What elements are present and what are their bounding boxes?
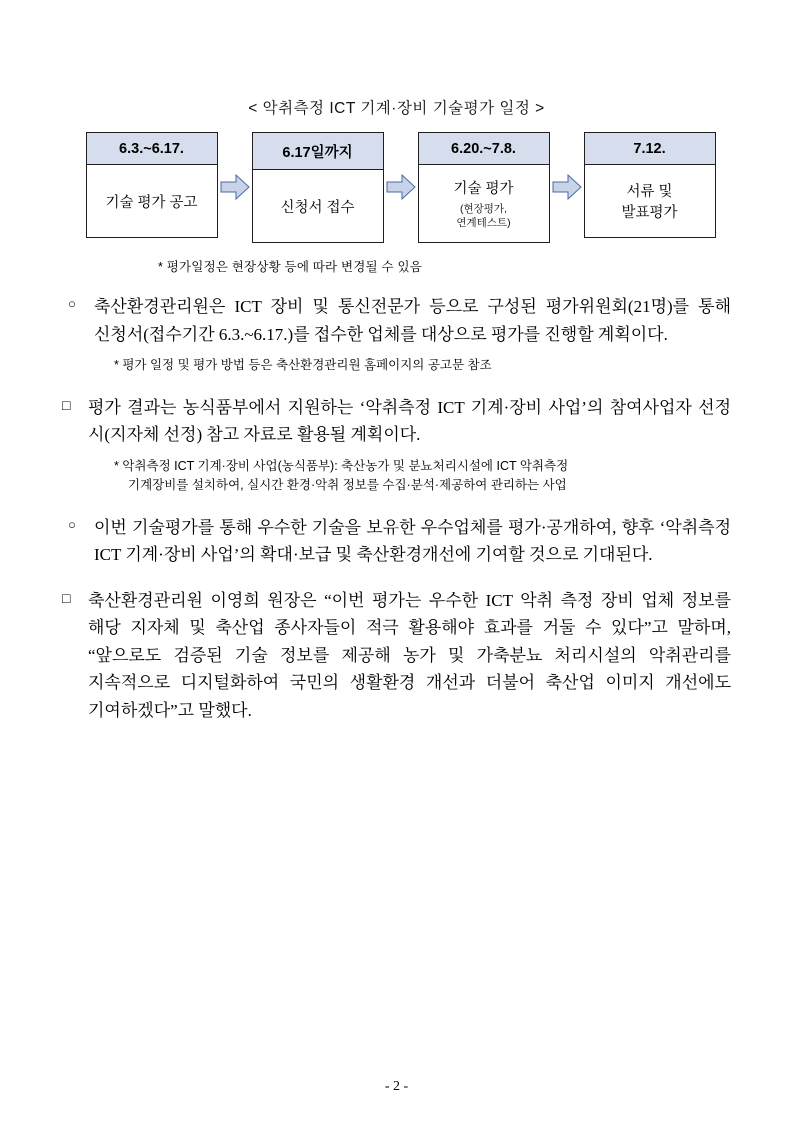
flow-step-2-label: 신청서 접수 bbox=[280, 199, 355, 216]
diagram-title: < 악취측정 ICT 기계·장비 기술평가 일정 > bbox=[248, 100, 545, 117]
paragraph-1-text: 축산환경관리원은 ICT 장비 및 통신전문가 등으로 구성된 평가위원회(21명)를 통해 신청서(접수기간 6.3.~6.17.)를 접수한 업체를 대상으로 평가를 진행할 계획이다. bbox=[94, 297, 731, 344]
paragraph-2-text: 평가 결과는 농식품부에서 지원하는 ‘악취측정 ICT 기계·장비 사업’의 참여사업자 선정 시(지자체 선정) 참고 자료로 활용될 계획이다. bbox=[88, 397, 731, 445]
paragraph-2-note bbox=[114, 457, 731, 496]
page-footer bbox=[0, 1079, 793, 1095]
flow-step-2-body bbox=[253, 170, 383, 242]
flow-step-3 bbox=[418, 132, 550, 243]
flow-step-1-body bbox=[87, 165, 217, 237]
flow-arrow-1-icon bbox=[218, 132, 252, 200]
paragraph-1-bullet: ○ bbox=[68, 296, 76, 312]
flow-step-4 bbox=[584, 132, 716, 238]
flow-step-3-sub-line1: (현장평가, bbox=[460, 203, 507, 215]
flow-step-1 bbox=[86, 132, 218, 238]
paragraph-3-text: 이번 기술평가를 통해 우수한 기술을 보유한 우수업체를 평가·공개하여, 향후 ‘악취측정 ICT 기계·장비 사업’의 확대·보급 및 축산환경개선에 기여할 것으로 기대된다. bbox=[94, 517, 731, 565]
flow-step-3-period: 6.20.~7.8. bbox=[419, 133, 549, 165]
flow-step-4-label-line2: 발표평가 bbox=[621, 205, 678, 221]
flow-step-3-label: 기술 평가 bbox=[453, 181, 514, 197]
paragraph-2-note-line1: * 악취측정 ICT 기계·장비 사업(농식품부): 축산농가 및 분뇨처리시설에 ICT 악취측정 bbox=[114, 458, 569, 473]
flow-step-2-period: 6.17일까지 bbox=[253, 133, 383, 170]
paragraph-2 bbox=[62, 394, 731, 449]
paragraph-3-bullet: ○ bbox=[68, 516, 76, 532]
paragraph-2-note-line2: 기계장비를 설치하여, 실시간 환경·악취 정보를 수집·분석·제공하여 관리하는 사업 bbox=[128, 478, 567, 493]
page-number: - 2 - bbox=[384, 1079, 409, 1094]
flow-step-1-label: 기술 평가 공고 bbox=[105, 194, 198, 211]
paragraph-1-note: * 평가 일정 및 평가 방법 등은 축산환경관리원 홈페이지의 공고문 참조 bbox=[114, 358, 492, 373]
flow-step-2 bbox=[252, 132, 384, 243]
flow-step-4-period: 7.12. bbox=[585, 133, 715, 165]
paragraph-4 bbox=[62, 587, 731, 725]
paragraph-2-bullet: □ bbox=[62, 396, 71, 413]
paragraph-4-text: 축산환경관리원 이영희 원장은 “이번 평가는 우수한 ICT 악취 측정 장비 업체 정보를 해당 지자체 및 축산업 종사자들이 적극 활용해야 효과를 거둘 수 있다”고 말하며, “앞으로도 검증된 기술 정보를 제공해 농가 및 가축분뇨 처리시설의 악취관리를 지속적으로 디지털화하여 국민의 생활환경 개선과 더불어 축산업 이미지 개선에도 기여하겠다”고 말했다. bbox=[88, 590, 731, 720]
schedule-flow-diagram bbox=[70, 132, 731, 243]
paragraph-4-bullet: □ bbox=[62, 589, 71, 606]
flow-step-3-body bbox=[419, 165, 549, 242]
flow-arrow-3-icon bbox=[550, 132, 584, 200]
flow-step-3-sub-line2: 연계테스트) bbox=[456, 217, 511, 230]
flow-step-4-body bbox=[585, 165, 715, 237]
diagram-footnote: * 평가일정은 현장상황 등에 따라 변경될 수 있음 bbox=[158, 260, 423, 275]
flow-step-1-period: 6.3.~6.17. bbox=[87, 133, 217, 165]
flow-step-4-label-line1: 서류 및 bbox=[626, 184, 673, 200]
flow-arrow-2-icon bbox=[384, 132, 418, 200]
paragraph-3 bbox=[62, 514, 731, 569]
paragraph-1 bbox=[62, 293, 731, 348]
